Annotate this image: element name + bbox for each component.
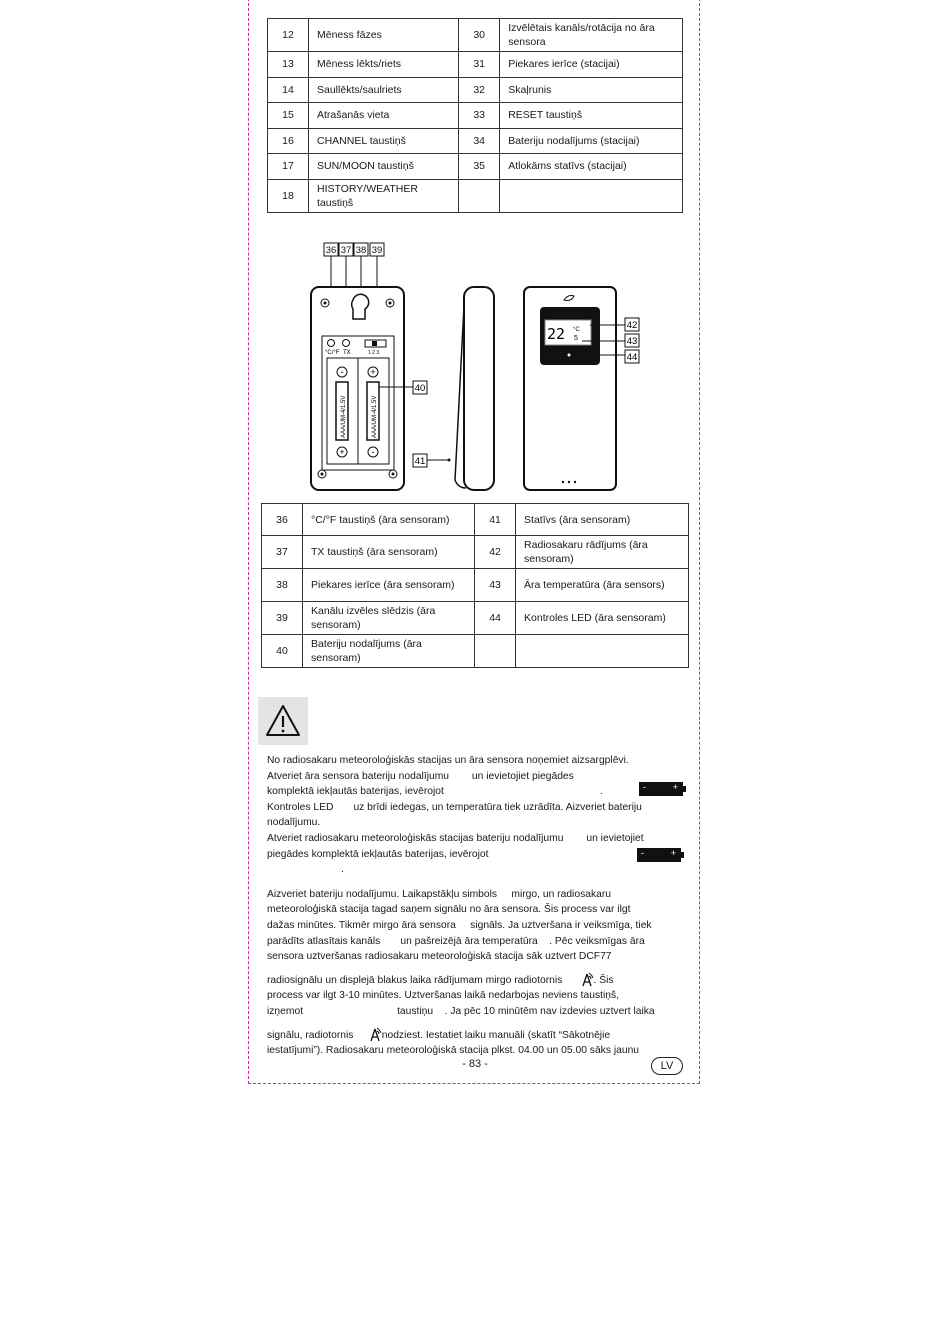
svg-text:+: + bbox=[370, 367, 376, 377]
part-number: 16 bbox=[268, 128, 309, 154]
part-description: Bateriju nodalījums (āra sensoram) bbox=[303, 634, 475, 667]
parts-table-1 bbox=[267, 18, 683, 213]
part-number: 42 bbox=[475, 536, 516, 569]
channel-label: 1 2 3 bbox=[368, 350, 380, 356]
part-number: 39 bbox=[262, 601, 303, 634]
part-number: 31 bbox=[459, 52, 500, 78]
para-5-line-3: dažas minūtes. Tikmēr mirgo āra sensora signāls. Ja uztveršana ir veiksmīga, tiek bbox=[267, 919, 652, 931]
part-description: °C/°F taustiņš (āra sensoram) bbox=[303, 504, 475, 536]
callout-36-label: 36 bbox=[325, 245, 337, 256]
part-description: CHANNEL taustiņš bbox=[309, 128, 459, 154]
para-4-line-2: piegādes komplektā iekļautās baterijas, ievērojot bbox=[267, 848, 489, 860]
parts-table-2 bbox=[261, 503, 689, 668]
part-number: 14 bbox=[268, 77, 309, 103]
para-4-line-3: . bbox=[341, 864, 344, 876]
callout-38-label: 38 bbox=[355, 245, 367, 256]
callout-41-label: 41 bbox=[414, 456, 426, 467]
svg-text:+: + bbox=[339, 447, 345, 457]
para-5-line-8: izņemot taustiņu . Ja pēc 10 minūtēm nav izdevies uztvert laika bbox=[267, 1005, 655, 1017]
part-description: Radiosakaru rādījums (āra sensoram) bbox=[516, 536, 689, 569]
part-description: Skaļrunis bbox=[500, 77, 683, 103]
part-number: 12 bbox=[268, 19, 309, 52]
radio-tower-icon bbox=[580, 971, 594, 987]
part-number: 33 bbox=[459, 103, 500, 129]
part-description: Āra temperatūra (āra sensors) bbox=[516, 569, 689, 601]
para-5-line-1: Aizveriet bateriju nodalījumu. Laikapstākļu simbols mirgo, un radiosakaru bbox=[267, 888, 611, 900]
callout-44-label: 44 bbox=[626, 352, 638, 363]
table-row bbox=[268, 154, 683, 180]
svg-text:-: - bbox=[340, 367, 344, 377]
part-number: 17 bbox=[268, 154, 309, 180]
control-led bbox=[568, 354, 571, 357]
para-5-line-2: meteoroloģiskā stacija tagad saņem signālu no āra sensora. Šis process var ilgt bbox=[267, 904, 631, 916]
part-description bbox=[500, 179, 683, 212]
part-description bbox=[516, 634, 689, 667]
para-2-line-1: Atveriet āra sensora bateriju nodalījumu un ievietojiet piegādes bbox=[267, 770, 574, 782]
table-row bbox=[268, 179, 683, 212]
part-description: Mēness fāzes bbox=[309, 19, 459, 52]
para-3-line-2: nodalījumu. bbox=[267, 817, 321, 829]
part-number: 32 bbox=[459, 77, 500, 103]
part-description: Statīvs (āra sensoram) bbox=[516, 504, 689, 536]
part-number bbox=[459, 179, 500, 212]
part-description: TX taustiņš (āra sensoram) bbox=[303, 536, 475, 569]
sensor-figure bbox=[300, 240, 650, 495]
part-description: Piekares ierīce (stacijai) bbox=[500, 52, 683, 78]
part-number: 36 bbox=[262, 504, 303, 536]
page-number: - 83 - bbox=[462, 1058, 488, 1070]
battery-polarity-symbol-2: - + bbox=[637, 848, 681, 862]
lcd-decimal: 5 bbox=[574, 335, 578, 342]
callout-39-label: 39 bbox=[371, 245, 383, 256]
para-2-line-2: komplektā iekļautās baterijas, ievērojot . bbox=[267, 786, 603, 798]
part-number: 30 bbox=[459, 19, 500, 52]
part-description: SUN/MOON taustiņš bbox=[309, 154, 459, 180]
table-row bbox=[268, 77, 683, 103]
table-row bbox=[268, 52, 683, 78]
table-row bbox=[262, 569, 689, 601]
para-4-line-1: Atveriet radiosakaru meteoroloģiskās stacijas bateriju nodalījumu un ievietojiet bbox=[267, 832, 644, 844]
table-row bbox=[262, 601, 689, 634]
tx-label: TX bbox=[343, 350, 351, 356]
callout-43-label: 43 bbox=[626, 336, 638, 347]
part-number: 41 bbox=[475, 504, 516, 536]
part-description: Piekares ierīce (āra sensoram) bbox=[303, 569, 475, 601]
part-description: Kanālu izvēles slēdzis (āra sensoram) bbox=[303, 601, 475, 634]
table-row bbox=[268, 103, 683, 129]
para-5-line-9: signālu, radiotornis nodziest. Iestatiet laiku manuāli (skatīt “Sākotnējie bbox=[267, 1026, 687, 1044]
part-number: 35 bbox=[459, 154, 500, 180]
part-number: 15 bbox=[268, 103, 309, 129]
instructions-text bbox=[267, 753, 687, 1059]
sensor-side-view bbox=[464, 287, 494, 490]
part-description: Kontroles LED (āra sensoram) bbox=[516, 601, 689, 634]
battery-2-label: AAA/UM-4/1.5V bbox=[372, 395, 378, 438]
part-number bbox=[475, 634, 516, 667]
table-row bbox=[268, 19, 683, 52]
svg-text:-: - bbox=[371, 447, 375, 457]
part-number: 38 bbox=[262, 569, 303, 601]
part-number: 34 bbox=[459, 128, 500, 154]
radio-tower-icon-2 bbox=[368, 1026, 382, 1042]
para-1: No radiosakaru meteoroloģiskās stacijas un āra sensora noņemiet aizsargplēvi. bbox=[267, 755, 629, 766]
battery-1-label: AAA/UM-4/1.5V bbox=[341, 395, 347, 438]
part-number: 40 bbox=[262, 634, 303, 667]
part-description: Izvēlētais kanāls/rotācija no āra sensora bbox=[500, 19, 683, 52]
lcd-temp: 22 bbox=[547, 325, 566, 343]
lcd-unit: °C bbox=[573, 327, 580, 333]
language-badge: LV bbox=[651, 1057, 683, 1075]
callout-37-label: 37 bbox=[340, 245, 352, 256]
warning-icon bbox=[258, 697, 308, 745]
part-description: Atrašanās vieta bbox=[309, 103, 459, 129]
callout-40-label: 40 bbox=[414, 383, 426, 394]
para-5-line-4: parādīts atlasītais kanāls un pašreizējā āra temperatūra . Pēc veiksmīgas āra bbox=[267, 935, 645, 947]
para-5-line-6: radiosignālu un displejā blakus laika rādījumam mirgo radiotornis . Šis bbox=[267, 971, 687, 989]
part-number: 43 bbox=[475, 569, 516, 601]
part-description: HISTORY/WEATHER taustiņš bbox=[309, 179, 459, 212]
para-5-line-5: sensora uztveršanas radiosakaru meteoroloģiskā stacija sāk uztvert DCF77 bbox=[267, 951, 612, 963]
callout-42-label: 42 bbox=[626, 320, 638, 331]
cf-label: °C/°F bbox=[325, 350, 340, 356]
part-number: 13 bbox=[268, 52, 309, 78]
part-number: 18 bbox=[268, 179, 309, 212]
part-description: RESET taustiņš bbox=[500, 103, 683, 129]
battery-polarity-symbol-1: - + bbox=[639, 782, 683, 796]
part-number: 44 bbox=[475, 601, 516, 634]
table-row bbox=[268, 128, 683, 154]
part-description: Mēness lēkts/riets bbox=[309, 52, 459, 78]
para-5-line-7: process var ilgt 3-10 minūtes. Uztveršanas laikā nedarbojas neviens taustiņš, bbox=[267, 990, 619, 1002]
para-5-line-10: iestatījumi”). Radiosakaru meteoroloģiskā stacija plkst. 04.00 un 05.00 sāks jaunu bbox=[267, 1045, 640, 1057]
part-description: Atlokāms statīvs (stacijai) bbox=[500, 154, 683, 180]
part-number: 37 bbox=[262, 536, 303, 569]
table-row bbox=[262, 634, 689, 667]
table-row bbox=[262, 536, 689, 569]
table-row bbox=[262, 504, 689, 536]
part-description: Saullēkts/saulriets bbox=[309, 77, 459, 103]
part-description: Bateriju nodalījums (stacijai) bbox=[500, 128, 683, 154]
para-3-line-1: Kontroles LED uz brīdi iedegas, un temperatūra tiek uzrādīta. Aizveriet bateriju bbox=[267, 801, 642, 813]
